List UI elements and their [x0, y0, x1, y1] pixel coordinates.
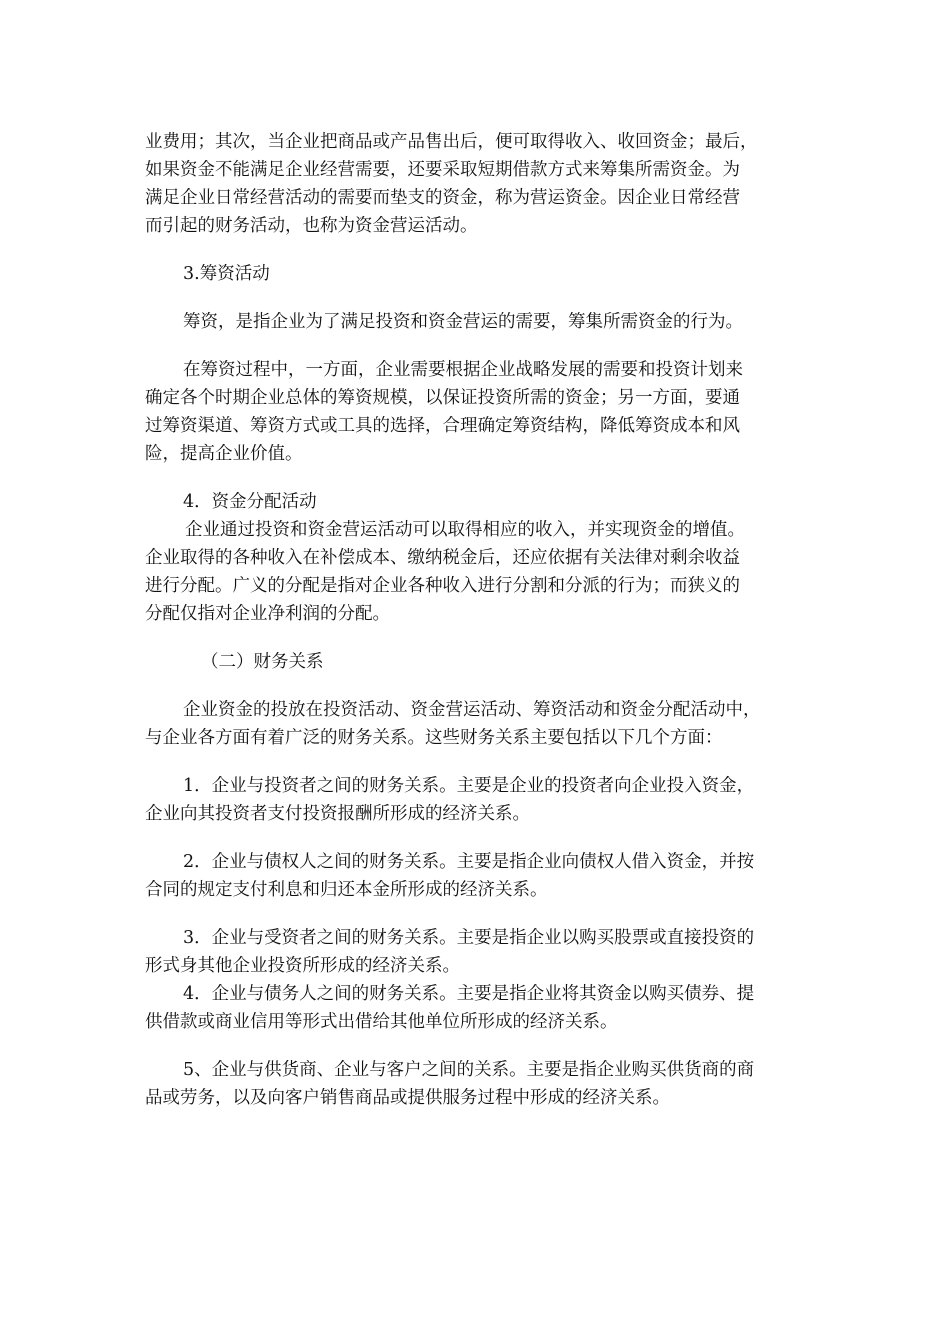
paragraph-financing-process — [145, 356, 805, 468]
text-line: 企业向其投资者支付投资报酬所形成的经济关系。 — [145, 804, 530, 824]
text-line: 与企业各方面有着广泛的财务关系。这些财务关系主要包括以下几个方面： — [145, 728, 723, 748]
text-line: 供借款或商业信用等形式出借给其他单位所形成的经济关系。 — [145, 1012, 618, 1032]
text-line: 企业通过投资和资金营运活动可以取得相应的收入，并实现资金的增值。 — [185, 520, 745, 540]
text-line: 过筹资渠道、筹资方式或工具的选择，合理确定筹资结构，降低筹资成本和风 — [145, 416, 740, 436]
text-line: 进行分配。广义的分配是指对企业各种收入进行分割和分派的行为；而狭义的 — [145, 576, 740, 596]
text-line: 3．企业与受资者之间的财务关系。主要是指企业以购买股票或直接投资的 — [183, 928, 755, 948]
list-item-debtors — [145, 980, 805, 1036]
text-line: 1．企业与投资者之间的财务关系。主要是企业的投资者向企业投入资金， — [183, 776, 755, 796]
list-item-investors — [145, 772, 805, 828]
text-line: 分配仅指对企业净利润的分配。 — [145, 604, 390, 624]
text-line: 如果资金不能满足企业经营需要，还要采取短期借款方式来筹集所需资金。为 — [145, 160, 740, 180]
text-line: 品或劳务，以及向客户销售商品或提供服务过程中形成的经济关系。 — [145, 1088, 670, 1108]
heading-financial-relations — [145, 648, 805, 676]
text-line: 企业资金的投放在投资活动、资金营运活动、筹资活动和资金分配活动中， — [183, 700, 761, 720]
paragraph-distribution — [145, 516, 805, 628]
heading-financing-activities — [145, 260, 805, 288]
paragraph-working-capital — [145, 128, 805, 240]
text-line: 确定各个时期企业总体的筹资规模，以保证投资所需的资金；另一方面，要通 — [145, 388, 740, 408]
document-page — [145, 128, 805, 1112]
paragraph-financing-definition — [145, 308, 805, 336]
heading-text: 3.筹资活动 — [183, 264, 270, 284]
text-line: 业费用；其次，当企业把商品或产品售出后，便可取得收入、收回资金；最后， — [145, 132, 758, 152]
list-item-suppliers-customers — [145, 1056, 805, 1112]
heading-text: 4．资金分配活动 — [183, 492, 317, 512]
text-line: 满足企业日常经营活动的需要而垫支的资金，称为营运资金。因企业日常经营 — [145, 188, 740, 208]
paragraph-relations-intro — [145, 696, 805, 752]
heading-distribution-activities — [145, 488, 805, 516]
list-item-creditors — [145, 848, 805, 904]
text-line: 企业取得的各种收入在补偿成本、缴纳税金后，还应依据有关法律对剩余收益 — [145, 548, 740, 568]
list-item-investees — [145, 924, 805, 980]
text-line: 5、企业与供货商、企业与客户之间的关系。主要是指企业购买供货商的商 — [183, 1060, 755, 1080]
text-line: 2．企业与债权人之间的财务关系。主要是指企业向债权人借入资金，并按 — [183, 852, 755, 872]
text-line: 筹资，是指企业为了满足投资和资金营运的需要，筹集所需资金的行为。 — [183, 312, 743, 332]
text-line: 险，提高企业价值。 — [145, 444, 303, 464]
heading-text: （二）财务关系 — [201, 652, 324, 672]
text-line: 在筹资过程中，一方面，企业需要根据企业战略发展的需要和投资计划来 — [183, 360, 743, 380]
text-line: 形式身其他企业投资所形成的经济关系。 — [145, 956, 460, 976]
text-line: 合同的规定支付利息和归还本金所形成的经济关系。 — [145, 880, 548, 900]
text-line: 4．企业与债务人之间的财务关系。主要是指企业将其资金以购买债券、提 — [183, 984, 755, 1004]
text-line: 而引起的财务活动，也称为资金营运活动。 — [145, 216, 478, 236]
